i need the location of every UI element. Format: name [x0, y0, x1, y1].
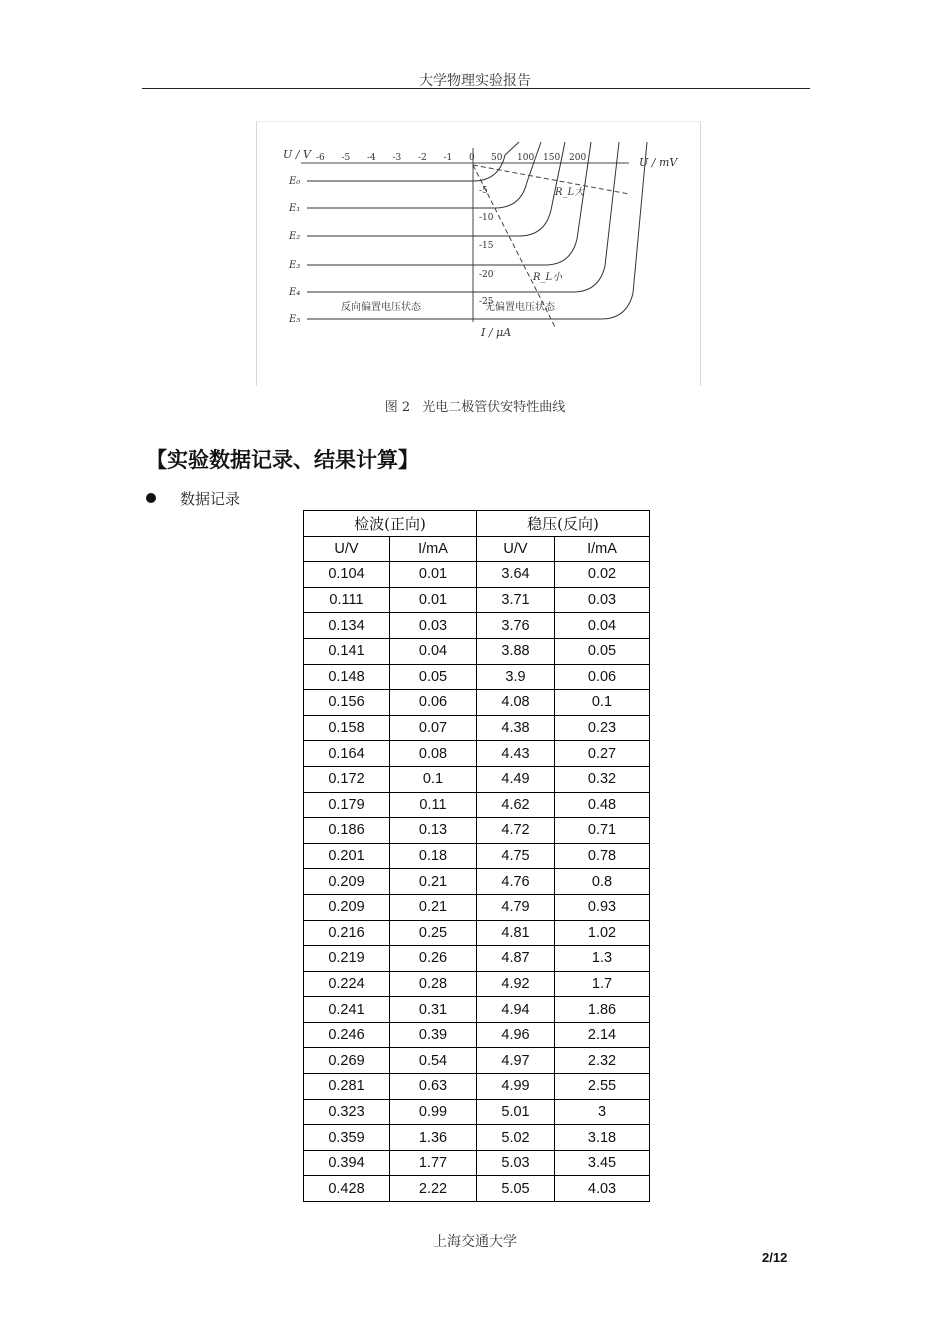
table-row [304, 792, 650, 818]
table-cell: 0.172 [304, 766, 390, 792]
region-reverse-label: 反向偏置电压状态 [341, 302, 421, 313]
table-cell: 0.21 [390, 869, 477, 895]
table-row [304, 869, 650, 895]
table-cell: 0.78 [555, 843, 650, 869]
table-row [304, 843, 650, 869]
bullet-text: 数据记录 [180, 490, 241, 508]
neg-tick-label: -1 [443, 153, 453, 163]
iv-curve-figure [256, 121, 701, 386]
footer-institution: 上海交通大学 [433, 1234, 517, 1250]
table-cell: 5.05 [477, 1176, 555, 1202]
table-row [304, 766, 650, 792]
curve-label: E₀ [289, 176, 301, 187]
table-row [304, 715, 650, 741]
axis-mv-label: U / mV [639, 156, 678, 169]
table-cell: 1.02 [555, 920, 650, 946]
table-cell: 0.111 [304, 587, 390, 613]
curve-label: E₂ [289, 231, 301, 242]
table-row [304, 638, 650, 664]
curve-label: E₁ [289, 203, 301, 214]
table-cell: 5.01 [477, 1099, 555, 1125]
table-cell: 1.3 [555, 946, 650, 972]
neg-tick-label: -2 [418, 153, 427, 163]
table-cell: 0.216 [304, 920, 390, 946]
table-cell: 0.93 [555, 894, 650, 920]
iv-curve-svg [257, 122, 700, 386]
table-row [304, 1125, 650, 1151]
table-cell: 4.99 [477, 1074, 555, 1100]
table-cell: 0.04 [390, 638, 477, 664]
table-cell: 0.179 [304, 792, 390, 818]
table-cell: 4.79 [477, 894, 555, 920]
table-cell: 0.18 [390, 843, 477, 869]
table-cell: 2.55 [555, 1074, 650, 1100]
table-cell: 0.26 [390, 946, 477, 972]
data-table [303, 510, 650, 1202]
table-row [304, 690, 650, 716]
table-cell: 0.48 [555, 792, 650, 818]
table-cell: 0.269 [304, 1048, 390, 1074]
current-tick-label: -10 [479, 213, 494, 223]
pos-tick-label: 50 [491, 153, 503, 163]
table-cell: 0.32 [555, 766, 650, 792]
table-row [304, 1074, 650, 1100]
table-cell: 4.94 [477, 997, 555, 1023]
table-cell: 0.164 [304, 741, 390, 767]
table-cell: 0.05 [555, 638, 650, 664]
bullet-item [146, 488, 240, 509]
curve-labels [288, 176, 300, 325]
table-cell: 3.9 [477, 664, 555, 690]
caption-number: 图 2 [384, 400, 411, 415]
table-cell: 4.75 [477, 843, 555, 869]
table-row [304, 1150, 650, 1176]
header-divider [142, 88, 810, 89]
table-cell: 0.323 [304, 1099, 390, 1125]
table-row [304, 1022, 650, 1048]
table-cell: 1.86 [555, 997, 650, 1023]
table-cell: 0.04 [555, 613, 650, 639]
iv-curve-4 [307, 142, 619, 292]
table-cell: 0.158 [304, 715, 390, 741]
table-row [304, 1176, 650, 1202]
iv-curves [307, 142, 647, 319]
table-cell: 0.06 [390, 690, 477, 716]
neg-tick-label: 0 [469, 153, 475, 163]
table-cell: 0.03 [555, 587, 650, 613]
table-cell: 4.87 [477, 946, 555, 972]
column-header: I/mA [555, 536, 650, 562]
column-header: U/V [304, 536, 390, 562]
curve-label: E₅ [289, 314, 301, 325]
table-cell: 3.88 [477, 638, 555, 664]
axis-i-label: I / μA [481, 326, 512, 339]
table-cell: 0.07 [390, 715, 477, 741]
table-cell: 0.241 [304, 997, 390, 1023]
table-cell: 0.25 [390, 920, 477, 946]
table-cell: 1.36 [390, 1125, 477, 1151]
axis-u-label: U / V [283, 148, 311, 161]
table-cell: 0.03 [390, 613, 477, 639]
table-row [304, 664, 650, 690]
table-cell: 2.14 [555, 1022, 650, 1048]
column-header-row [304, 536, 650, 562]
table-cell: 0.224 [304, 971, 390, 997]
table-cell: 0.186 [304, 818, 390, 844]
table-cell: 4.96 [477, 1022, 555, 1048]
negative-voltage-ticks [316, 153, 475, 163]
table-cell: 0.05 [390, 664, 477, 690]
table-cell: 0.1 [555, 690, 650, 716]
table-row [304, 920, 650, 946]
table-row [304, 741, 650, 767]
table-cell: 0.8 [555, 869, 650, 895]
table-cell: 0.13 [390, 818, 477, 844]
table-row [304, 562, 650, 588]
table-cell: 0.71 [555, 818, 650, 844]
table-cell: 3.45 [555, 1150, 650, 1176]
neg-tick-label: -4 [367, 153, 376, 163]
table-cell: 5.03 [477, 1150, 555, 1176]
rl-large-label: R_L大 [555, 187, 585, 198]
neg-tick-label: -6 [316, 153, 325, 163]
table-cell: 3.71 [477, 587, 555, 613]
column-header: U/V [477, 536, 555, 562]
table-cell: 0.281 [304, 1074, 390, 1100]
pos-tick-label: 200 [569, 153, 587, 163]
table-cell: 4.62 [477, 792, 555, 818]
table-cell: 4.97 [477, 1048, 555, 1074]
table-row [304, 894, 650, 920]
table-cell: 0.28 [390, 971, 477, 997]
table-cell: 0.31 [390, 997, 477, 1023]
table-cell: 0.148 [304, 664, 390, 690]
page-number: 2/12 [762, 1250, 788, 1265]
table-cell: 4.43 [477, 741, 555, 767]
table-cell: 0.01 [390, 587, 477, 613]
table-cell: 3 [555, 1099, 650, 1125]
table-cell: 4.72 [477, 818, 555, 844]
table-row [304, 971, 650, 997]
table-cell: 0.219 [304, 946, 390, 972]
current-tick-label: -15 [479, 241, 494, 251]
table-cell: 0.134 [304, 613, 390, 639]
table-row [304, 613, 650, 639]
figure-caption [0, 396, 950, 415]
table-cell: 5.02 [477, 1125, 555, 1151]
current-ticks [479, 186, 494, 307]
column-header: I/mA [390, 536, 477, 562]
pos-tick-label: 100 [517, 153, 535, 163]
table-cell: 0.01 [390, 562, 477, 588]
iv-curve-0 [307, 142, 519, 181]
table-cell: 0.104 [304, 562, 390, 588]
table-cell: 0.39 [390, 1022, 477, 1048]
table-cell: 4.38 [477, 715, 555, 741]
table-row [304, 1048, 650, 1074]
iv-curve-1 [307, 142, 541, 208]
table-cell: 3.76 [477, 613, 555, 639]
table-row [304, 997, 650, 1023]
load-line-large [473, 165, 629, 194]
table-cell: 0.209 [304, 894, 390, 920]
table-cell: 4.08 [477, 690, 555, 716]
table-cell: 0.156 [304, 690, 390, 716]
table-row [304, 1099, 650, 1125]
table-cell: 0.201 [304, 843, 390, 869]
table-cell: 1.7 [555, 971, 650, 997]
table-cell: 0.141 [304, 638, 390, 664]
table-cell: 0.394 [304, 1150, 390, 1176]
neg-tick-label: -3 [392, 153, 402, 163]
table-cell: 4.03 [555, 1176, 650, 1202]
table-body [304, 562, 650, 1202]
neg-tick-label: -5 [341, 153, 351, 163]
table-row [304, 587, 650, 613]
group-header-row [304, 511, 650, 537]
current-tick-label: -25 [479, 297, 494, 307]
table-cell: 0.209 [304, 869, 390, 895]
table-cell: 3.64 [477, 562, 555, 588]
table-cell: 0.99 [390, 1099, 477, 1125]
section-title: 【实验数据记录、结果计算】 [146, 448, 419, 472]
table-cell: 3.18 [555, 1125, 650, 1151]
current-tick-label: -20 [479, 270, 494, 280]
bullet-dot-icon [146, 493, 156, 503]
table-row [304, 946, 650, 972]
table-cell: 4.92 [477, 971, 555, 997]
table-cell: 0.02 [555, 562, 650, 588]
table-cell: 0.1 [390, 766, 477, 792]
group-header-reverse: 稳压(反向) [477, 511, 650, 537]
table-cell: 0.359 [304, 1125, 390, 1151]
table-cell: 0.11 [390, 792, 477, 818]
table-cell: 0.63 [390, 1074, 477, 1100]
caption-text: 光电二极管伏安特性曲线 [422, 400, 566, 415]
table-cell: 2.22 [390, 1176, 477, 1202]
table-cell: 0.54 [390, 1048, 477, 1074]
table-cell: 0.08 [390, 741, 477, 767]
region-zero-label: 无偏置电压状态 [485, 302, 555, 313]
table-cell: 0.246 [304, 1022, 390, 1048]
page-header-title: 大学物理实验报告 [419, 73, 531, 89]
table-cell: 4.81 [477, 920, 555, 946]
table-cell: 0.23 [555, 715, 650, 741]
table-cell: 0.06 [555, 664, 650, 690]
table-cell: 2.32 [555, 1048, 650, 1074]
table-row [304, 818, 650, 844]
table-cell: 1.77 [390, 1150, 477, 1176]
table-cell: 4.76 [477, 869, 555, 895]
curve-label: E₄ [289, 287, 301, 298]
current-tick-label: -5 [479, 186, 488, 196]
table-cell: 0.428 [304, 1176, 390, 1202]
curve-label: E₃ [289, 260, 301, 271]
rl-small-label: R_L小 [533, 272, 563, 283]
group-header-forward: 检波(正向) [304, 511, 477, 537]
table-cell: 4.49 [477, 766, 555, 792]
table-cell: 0.21 [390, 894, 477, 920]
pos-tick-label: 150 [543, 153, 561, 163]
table-cell: 0.27 [555, 741, 650, 767]
